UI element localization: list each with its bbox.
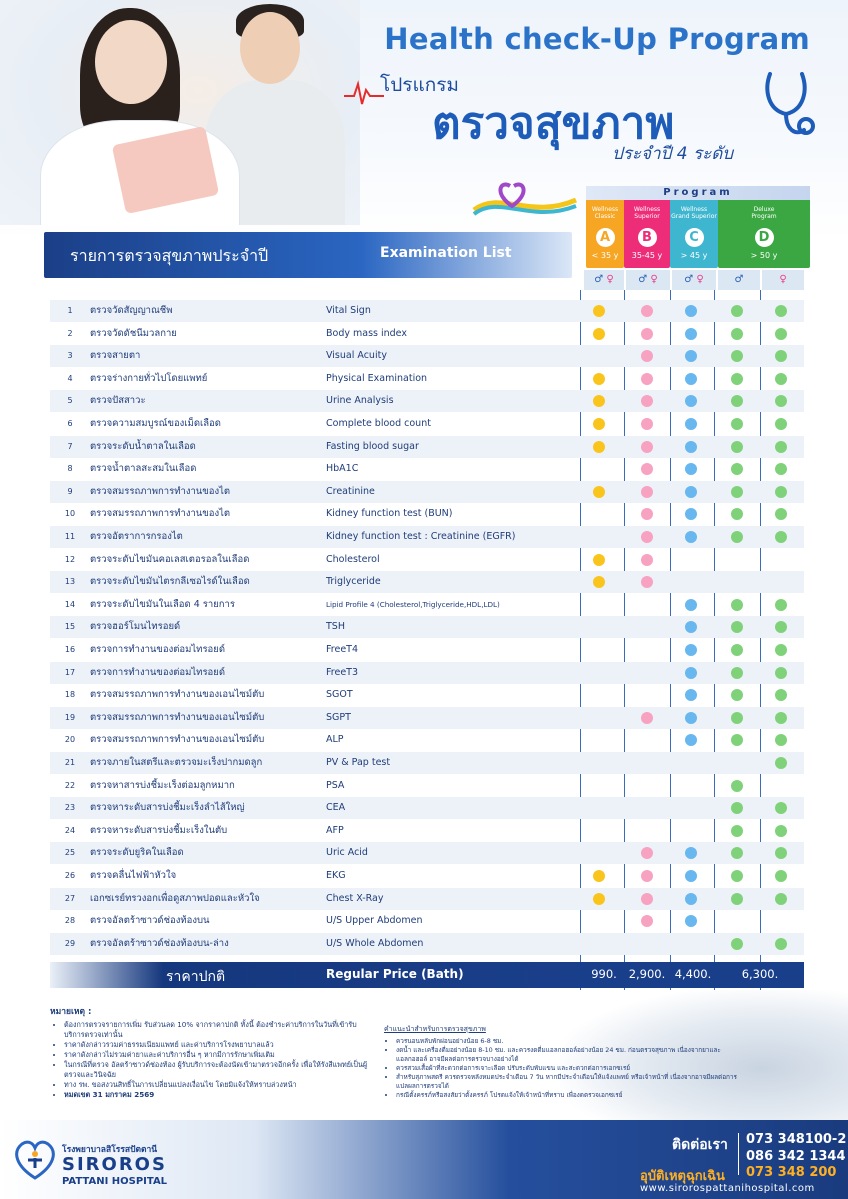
included-dot-d2 — [775, 395, 787, 407]
advice-item: • ควรสวมเสื้อผ้าที่สะดวกต่อการเจาะเลือด ปรับระดับพับแขน และสะดวกต่อการเอกซเรย์ — [396, 1064, 744, 1073]
included-dot-b — [641, 350, 653, 362]
row-number: 6 — [67, 419, 73, 428]
row-number: 16 — [64, 645, 76, 654]
included-dot-d2 — [775, 667, 787, 679]
included-dot-a — [593, 554, 605, 566]
included-dot-d2 — [775, 802, 787, 814]
section-title-thai: รายการตรวจสุขภาพประจำปี — [70, 246, 269, 265]
row-number: 20 — [64, 735, 76, 745]
included-dot-d1 — [731, 395, 743, 407]
row-number: 10 — [64, 509, 76, 519]
package-c-letter: C — [685, 228, 704, 247]
exam-name-english: Lipid Profile 4 (Cholesterol,Triglyceride,HDL,LDL) — [326, 599, 500, 609]
included-dot-d2 — [775, 893, 787, 905]
row-number: 14 — [64, 599, 76, 609]
package-c-age: > 45 y — [680, 251, 708, 260]
table-row — [50, 616, 804, 638]
exam-name-thai: ตรวจวัดสัญญาณชีพ — [90, 305, 173, 316]
male-icon: ♂ — [594, 274, 604, 285]
table-row — [50, 775, 804, 797]
exam-name-thai: ตรวจสมรรถภาพการทำงานของไต — [90, 485, 231, 497]
included-dot-d2 — [775, 441, 787, 453]
included-dot-d1 — [731, 893, 743, 905]
package-a-tier: Classic — [594, 213, 616, 220]
package-d-header — [718, 200, 810, 268]
included-dot-c — [685, 644, 697, 656]
included-dot-d2 — [775, 305, 787, 317]
doctor-head — [95, 20, 167, 104]
included-dot-d2 — [775, 644, 787, 656]
table-row — [50, 458, 804, 480]
included-dot-c — [685, 328, 697, 340]
included-dot-d2 — [775, 486, 787, 498]
included-dot-b — [641, 870, 653, 882]
table-row — [50, 729, 804, 751]
included-dot-d1 — [731, 463, 743, 475]
included-dot-c — [685, 893, 697, 905]
included-dot-d1 — [731, 667, 743, 679]
exam-name-english: AFP — [326, 824, 344, 836]
price-b: 2,900. — [628, 967, 666, 981]
included-dot-d1 — [731, 441, 743, 453]
included-dot-d1 — [731, 802, 743, 814]
title-thai-main: ตรวจสุขภาพ — [432, 98, 675, 149]
row-number: 28 — [64, 916, 76, 926]
exam-name-thai: ตรวจร่างกายทั่วไปโดยแพทย์ — [90, 372, 208, 384]
package-d-letter: D — [755, 228, 774, 247]
exam-name-english: SGPT — [326, 711, 351, 723]
exam-name-english: Kidney function test : Creatinine (EGFR) — [326, 531, 516, 542]
included-dot-d1 — [731, 328, 743, 340]
exam-name-thai: เอกซเรย์ทรวงอกเพื่อดูสภาพปอดและหัวใจ — [90, 892, 260, 904]
included-dot-d1 — [731, 508, 743, 520]
exam-name-thai: ตรวจหาสารบ่งชี้มะเร็งต่อมลูกหมาก — [90, 779, 235, 791]
exam-name-english: HbA1C — [326, 463, 359, 475]
included-dot-b — [641, 576, 653, 588]
package-d-tier: Program — [751, 213, 777, 220]
price-d: 6,300. — [741, 967, 779, 981]
exam-name-thai: ตรวจระดับน้ำตาลในเลือด — [90, 440, 196, 452]
package-b-header — [624, 200, 670, 268]
included-dot-c — [685, 373, 697, 385]
exam-name-thai: ตรวจภายในสตรีและตรวจมะเร็งปากมดลูก — [90, 757, 263, 768]
included-dot-c — [685, 689, 697, 701]
package-c-gender — [672, 270, 716, 290]
section-title-english: Examination List — [380, 245, 512, 261]
note-item: • ราคาดังกล่าวไม่รวมค่ายาและค่าบริการอื่น ๆ หากมีการรักษาเพิ่มเติม — [64, 1050, 370, 1060]
included-dot-b — [641, 395, 653, 407]
table-row — [50, 503, 804, 525]
title-thai-small: โปรแกรม — [380, 74, 459, 96]
included-dot-d1 — [731, 418, 743, 430]
package-c-name: Wellness — [680, 206, 708, 213]
package-a-gender — [584, 270, 624, 290]
table-row — [50, 436, 804, 458]
price-label-thai: ราคาปกติ — [166, 969, 226, 985]
included-dot-b — [641, 328, 653, 340]
exam-name-thai: ตรวจระดับไขมันคอเลสเตอรอลในเลือด — [90, 553, 250, 565]
footer — [0, 1120, 848, 1199]
included-dot-a — [593, 395, 605, 407]
included-dot-d1 — [731, 644, 743, 656]
included-dot-c — [685, 870, 697, 882]
package-b-tier: Superior — [634, 213, 660, 220]
ecg-line-icon — [344, 78, 384, 108]
exam-name-english: PSA — [326, 779, 345, 791]
included-dot-b — [641, 847, 653, 859]
table-row — [50, 662, 804, 684]
exam-name-thai: ตรวจสมรรถภาพการทำงานของไต — [90, 508, 231, 520]
included-dot-d2 — [775, 757, 787, 769]
included-dot-c — [685, 667, 697, 679]
row-number: 7 — [67, 441, 73, 451]
row-number: 5 — [67, 396, 73, 406]
row-number: 25 — [64, 848, 76, 858]
included-dot-d2 — [775, 599, 787, 611]
package-b-name: Wellness — [633, 206, 661, 213]
exam-name-thai: ตรวจฮอร์โมนไทรอยด์ — [90, 621, 181, 633]
included-dot-a — [593, 373, 605, 385]
included-dot-d2 — [775, 350, 787, 362]
row-number: 11 — [64, 532, 76, 541]
hospital-name-thai: โรงพยาบาลสิโรรสปัตตานี — [62, 1145, 158, 1155]
included-dot-b — [641, 554, 653, 566]
table-row — [50, 526, 804, 548]
table-row — [50, 933, 804, 955]
table-row — [50, 571, 804, 593]
exam-name-english: PV & Pap test — [326, 757, 391, 768]
exam-name-english: Urine Analysis — [326, 395, 394, 407]
exam-name-english: Body mass index — [326, 327, 407, 339]
price-c: 4,400. — [674, 967, 712, 981]
advice-item: • งดน้ำ และเครื่องดื่มอย่างน้อย 8-10 ชม. และควรงดดื่มแอลกอฮอล์อย่างน้อย 24 ชม. ก่อนตรวจสุขภาพ เนื่องจากยาและแอลกอฮอล์ อาจมีผลต่อการตรวจบางอย่างได้ — [396, 1046, 744, 1064]
price-a: 990. — [591, 967, 617, 981]
price-label-english: Regular Price (Bath) — [326, 967, 464, 981]
included-dot-d2 — [775, 531, 787, 543]
female-icon: ♀ — [696, 274, 704, 285]
program-label: Program — [586, 186, 810, 200]
table-row — [50, 684, 804, 706]
included-dot-d1 — [731, 825, 743, 837]
hospital-logo-icon — [12, 1138, 58, 1182]
included-dot-c — [685, 712, 697, 724]
hospital-name-english: PATTANI HOSPITAL — [62, 1176, 168, 1187]
row-number: 4 — [67, 373, 73, 383]
exam-name-english: ALP — [326, 734, 344, 746]
included-dot-d1 — [731, 734, 743, 746]
included-dot-d2 — [775, 328, 787, 340]
included-dot-b — [641, 463, 653, 475]
table-row — [50, 300, 804, 322]
male-icon: ♂ — [684, 274, 694, 285]
included-dot-b — [641, 508, 653, 520]
included-dot-a — [593, 576, 605, 588]
exam-name-english: U/S Whole Abdomen — [326, 937, 424, 949]
female-icon: ♀ — [650, 274, 658, 285]
package-a-name: Wellness — [591, 206, 619, 213]
exam-name-thai: ตรวจปัสสาวะ — [90, 395, 146, 407]
patient-head — [240, 12, 300, 84]
table-row — [50, 752, 804, 774]
contact-label: ติดต่อเรา — [672, 1137, 728, 1153]
row-number: 17 — [64, 667, 76, 677]
exam-name-english: Complete blood count — [326, 418, 431, 429]
package-c-tier: Grand Superior — [671, 213, 717, 220]
exam-name-english: Physical Examination — [326, 372, 428, 384]
advice-section — [384, 1024, 744, 1100]
included-dot-a — [593, 418, 605, 430]
table-row — [50, 323, 804, 345]
note-item: • ราคาดังกล่าวรวมค่าธรรมเนียมแพทย์ และค่าบริการโรงพยาบาลแล้ว — [64, 1040, 370, 1050]
included-dot-b — [641, 915, 653, 927]
table-row — [50, 888, 804, 910]
row-number: 19 — [64, 712, 76, 722]
included-dot-d1 — [731, 350, 743, 362]
stethoscope-icon — [758, 70, 818, 150]
included-dot-a — [593, 441, 605, 453]
included-dot-c — [685, 599, 697, 611]
table-row — [50, 345, 804, 367]
table-row — [50, 797, 804, 819]
included-dot-d2 — [775, 373, 787, 385]
table-row — [50, 865, 804, 887]
included-dot-d1 — [731, 305, 743, 317]
package-d-male — [718, 270, 760, 290]
package-d-name: Deluxe — [753, 206, 775, 213]
included-dot-b — [641, 305, 653, 317]
table-row — [50, 820, 804, 842]
exam-name-thai: ตรวจความสมบูรณ์ของเม็ดเลือด — [90, 418, 221, 429]
notes-section — [50, 1004, 370, 1100]
included-dot-a — [593, 870, 605, 882]
included-dot-d2 — [775, 825, 787, 837]
exam-name-thai: ตรวจระดับไขมันในเลือด 4 รายการ — [90, 598, 235, 610]
exam-name-english: EKG — [326, 870, 346, 881]
row-number: 8 — [67, 464, 73, 474]
included-dot-d2 — [775, 870, 787, 882]
table-row — [50, 368, 804, 390]
included-dot-a — [593, 486, 605, 498]
exam-name-thai: ตรวจอัลตร้าซาวด์ช่องท้องบน-ล่าง — [90, 937, 229, 949]
included-dot-b — [641, 418, 653, 430]
table-row — [50, 481, 804, 503]
section-header — [44, 232, 572, 278]
phone-number-2: 086 342 1344 — [746, 1149, 846, 1164]
exam-name-english: Uric Acid — [326, 847, 368, 859]
female-icon: ♀ — [779, 274, 787, 285]
package-b-gender — [626, 270, 670, 290]
included-dot-d2 — [775, 418, 787, 430]
emergency-label: อุบัติเหตุฉุกเฉิน — [640, 1169, 725, 1184]
package-d-age: > 50 y — [750, 251, 778, 260]
table-row — [50, 707, 804, 729]
included-dot-b — [641, 893, 653, 905]
row-number: 24 — [64, 825, 76, 835]
package-a-header — [586, 200, 624, 268]
package-a-letter: A — [596, 228, 615, 247]
table-row — [50, 639, 804, 661]
included-dot-b — [641, 373, 653, 385]
package-b-age: 35-45 y — [631, 251, 663, 260]
included-dot-d2 — [775, 621, 787, 633]
exam-name-thai: ตรวจสมรรถภาพการทำงานของเอนไซม์ตับ — [90, 689, 265, 701]
exam-name-thai: ตรวจสายตา — [90, 350, 141, 362]
note-item: • ในกรณีที่ตรวจ อัลตร้าซาวด์ช่องท้อง ผู้รับบริการจะต้องนัดเข้ามาตรวจอีกครั้ง เพื่อให้รังสีแพทย์เป็นผู้ตรวจและวินิจฉัย — [64, 1060, 370, 1080]
included-dot-c — [685, 621, 697, 633]
included-dot-d1 — [731, 486, 743, 498]
included-dot-d1 — [731, 531, 743, 543]
exam-name-english: Visual Acuity — [326, 350, 387, 362]
price-row — [50, 962, 804, 988]
exam-name-thai: ตรวจวัดดัชนีมวลกาย — [90, 327, 177, 339]
exam-name-english: U/S Upper Abdomen — [326, 915, 423, 927]
package-d-female — [762, 270, 804, 290]
included-dot-c — [685, 734, 697, 746]
table-row — [50, 549, 804, 571]
advice-head: คำแนะนำสำหรับการตรวจสุขภาพ — [384, 1025, 486, 1033]
row-number: 1 — [67, 306, 73, 315]
included-dot-c — [685, 463, 697, 475]
phone-number-1: 073 348100-2 — [746, 1132, 847, 1147]
hospital-name-brand: SIROROS — [62, 1154, 167, 1175]
exam-name-thai: ตรวจหาระดับสารบ่งชี้มะเร็งในตับ — [90, 824, 228, 836]
exam-name-english: Kidney function test (BUN) — [326, 508, 453, 520]
table-row — [50, 390, 804, 412]
note-item: • หมดเขต 31 มกราคม 2569 — [64, 1090, 370, 1100]
included-dot-c — [685, 350, 697, 362]
row-number: 26 — [64, 871, 76, 880]
row-number: 2 — [67, 328, 73, 338]
exam-name-english: Chest X-Ray — [326, 892, 384, 904]
exam-name-english: CEA — [326, 802, 346, 814]
exam-name-english: Fasting blood sugar — [326, 440, 419, 452]
website-url: www.sirorospattanihospital.com — [640, 1183, 815, 1194]
row-number: 9 — [67, 486, 73, 496]
contact-divider — [738, 1133, 739, 1175]
row-number: 18 — [64, 690, 76, 700]
advice-item: • กรณีตั้งครรภ์หรือสงสัยว่าตั้งครรภ์ โปรดแจ้งให้เจ้าหน้าที่ทราบ เพื่องดตรวจเอกซเรย์ — [396, 1091, 744, 1100]
included-dot-c — [685, 418, 697, 430]
exam-name-thai: ตรวจการทำงานของต่อมไทรอยด์ — [90, 644, 225, 655]
included-dot-d1 — [731, 870, 743, 882]
row-number: 3 — [67, 351, 73, 361]
exam-name-thai: ตรวจอัลตร้าซาวด์ช่องท้องบน — [90, 915, 210, 927]
package-c-header — [670, 200, 718, 268]
included-dot-d2 — [775, 712, 787, 724]
row-number: 27 — [64, 893, 76, 903]
included-dot-b — [641, 486, 653, 498]
included-dot-c — [685, 508, 697, 520]
male-icon: ♂ — [734, 274, 744, 285]
male-icon: ♂ — [638, 274, 648, 285]
included-dot-d2 — [775, 938, 787, 950]
included-dot-d2 — [775, 508, 787, 520]
row-number: 29 — [64, 938, 76, 948]
row-number: 12 — [64, 554, 76, 564]
table-row — [50, 842, 804, 864]
row-number: 13 — [64, 577, 76, 587]
row-number: 22 — [64, 780, 76, 790]
exam-name-thai: ตรวจสมรรถภาพการทำงานของเอนไซม์ตับ — [90, 734, 265, 746]
exam-name-thai: ตรวจระดับไขมันไตรกลีเซอไรด์ในเลือด — [90, 576, 250, 588]
exam-name-thai: ตรวจน้ำตาลสะสมในเลือด — [90, 463, 197, 475]
included-dot-d1 — [731, 373, 743, 385]
included-dot-d1 — [731, 599, 743, 611]
title-english: Health check-Up Program — [384, 22, 810, 56]
included-dot-c — [685, 847, 697, 859]
included-dot-c — [685, 305, 697, 317]
note-item: • ทาง รพ. ขอสงวนสิทธิ์ในการเปลี่ยนแปลงเงื่อนไข โดยมิแจ้งให้ทราบล่วงหน้า — [64, 1080, 370, 1090]
included-dot-d1 — [731, 689, 743, 701]
note-item: • ต้องการตรวจรายการเพิ่ม รับส่วนลด 10% จากราคาปกติ ทั้งนี้ ต้องชำระค่าบริการในวันที่เข้ารับบริการตรวจเท่านั้น — [64, 1020, 370, 1040]
included-dot-c — [685, 531, 697, 543]
doctor-patient-photo — [0, 0, 360, 225]
included-dot-d2 — [775, 463, 787, 475]
advice-item: • ควรนอนหลับพักผ่อนอย่างน้อย 6-8 ชม. — [396, 1037, 744, 1046]
included-dot-d1 — [731, 621, 743, 633]
exam-name-thai: ตรวจระดับยูริคในเลือด — [90, 847, 184, 859]
included-dot-a — [593, 893, 605, 905]
exam-name-english: SGOT — [326, 689, 353, 701]
included-dot-d1 — [731, 780, 743, 792]
included-dot-c — [685, 441, 697, 453]
heart-swoosh-logo — [470, 180, 580, 225]
exam-name-thai: ตรวจคลื่นไฟฟ้าหัวใจ — [90, 870, 177, 881]
exam-name-english: Triglyceride — [326, 576, 381, 588]
exam-name-english: Creatinine — [326, 485, 375, 497]
included-dot-d1 — [731, 712, 743, 724]
female-icon: ♀ — [606, 274, 614, 285]
package-b-letter: B — [638, 228, 657, 247]
row-number: 23 — [64, 803, 76, 813]
included-dot-d2 — [775, 689, 787, 701]
row-number: 15 — [64, 622, 76, 632]
exam-name-thai: ตรวจหาระดับสารบ่งชี้มะเร็งลำไส้ใหญ่ — [90, 802, 245, 814]
row-number: 21 — [64, 758, 76, 767]
notes-head: หมายเหตุ : — [50, 1007, 92, 1017]
included-dot-c — [685, 486, 697, 498]
package-a-age: < 35 y — [591, 251, 619, 260]
exam-name-english: Vital Sign — [326, 305, 371, 316]
exam-name-english: FreeT4 — [326, 644, 359, 655]
included-dot-d1 — [731, 938, 743, 950]
table-row — [50, 594, 804, 616]
included-dot-d2 — [775, 847, 787, 859]
advice-item: • สำหรับสุภาพสตรี ควรตรวจหลังหมดประจำเดือน 7 วัน หากมีประจำเดือนให้แจ้งแพทย์ หรือเจ้าหน้าที่ เนื่องจากอาจมีผลต่อการแปลผลการตรวจได้ — [396, 1073, 744, 1091]
exam-name-english: Cholesterol — [326, 553, 380, 565]
exam-name-thai: ตรวจสมรรถภาพการทำงานของเอนไซม์ตับ — [90, 711, 265, 723]
included-dot-b — [641, 712, 653, 724]
included-dot-a — [593, 328, 605, 340]
included-dot-c — [685, 395, 697, 407]
exam-name-thai: ตรวจอัตราการกรองไต — [90, 531, 183, 542]
title-thai-sub: ประจำปี 4 ระดับ — [612, 144, 734, 164]
included-dot-d2 — [775, 734, 787, 746]
emergency-phone: 073 348 200 — [746, 1165, 837, 1180]
included-dot-c — [685, 915, 697, 927]
exam-name-english: FreeT3 — [326, 666, 359, 678]
exam-name-english: TSH — [326, 621, 345, 633]
included-dot-b — [641, 531, 653, 543]
included-dot-d1 — [731, 847, 743, 859]
exam-name-thai: ตรวจการทำงานของต่อมไทรอยด์ — [90, 666, 225, 678]
included-dot-b — [641, 441, 653, 453]
table-row — [50, 910, 804, 932]
table-row — [50, 413, 804, 435]
included-dot-a — [593, 305, 605, 317]
